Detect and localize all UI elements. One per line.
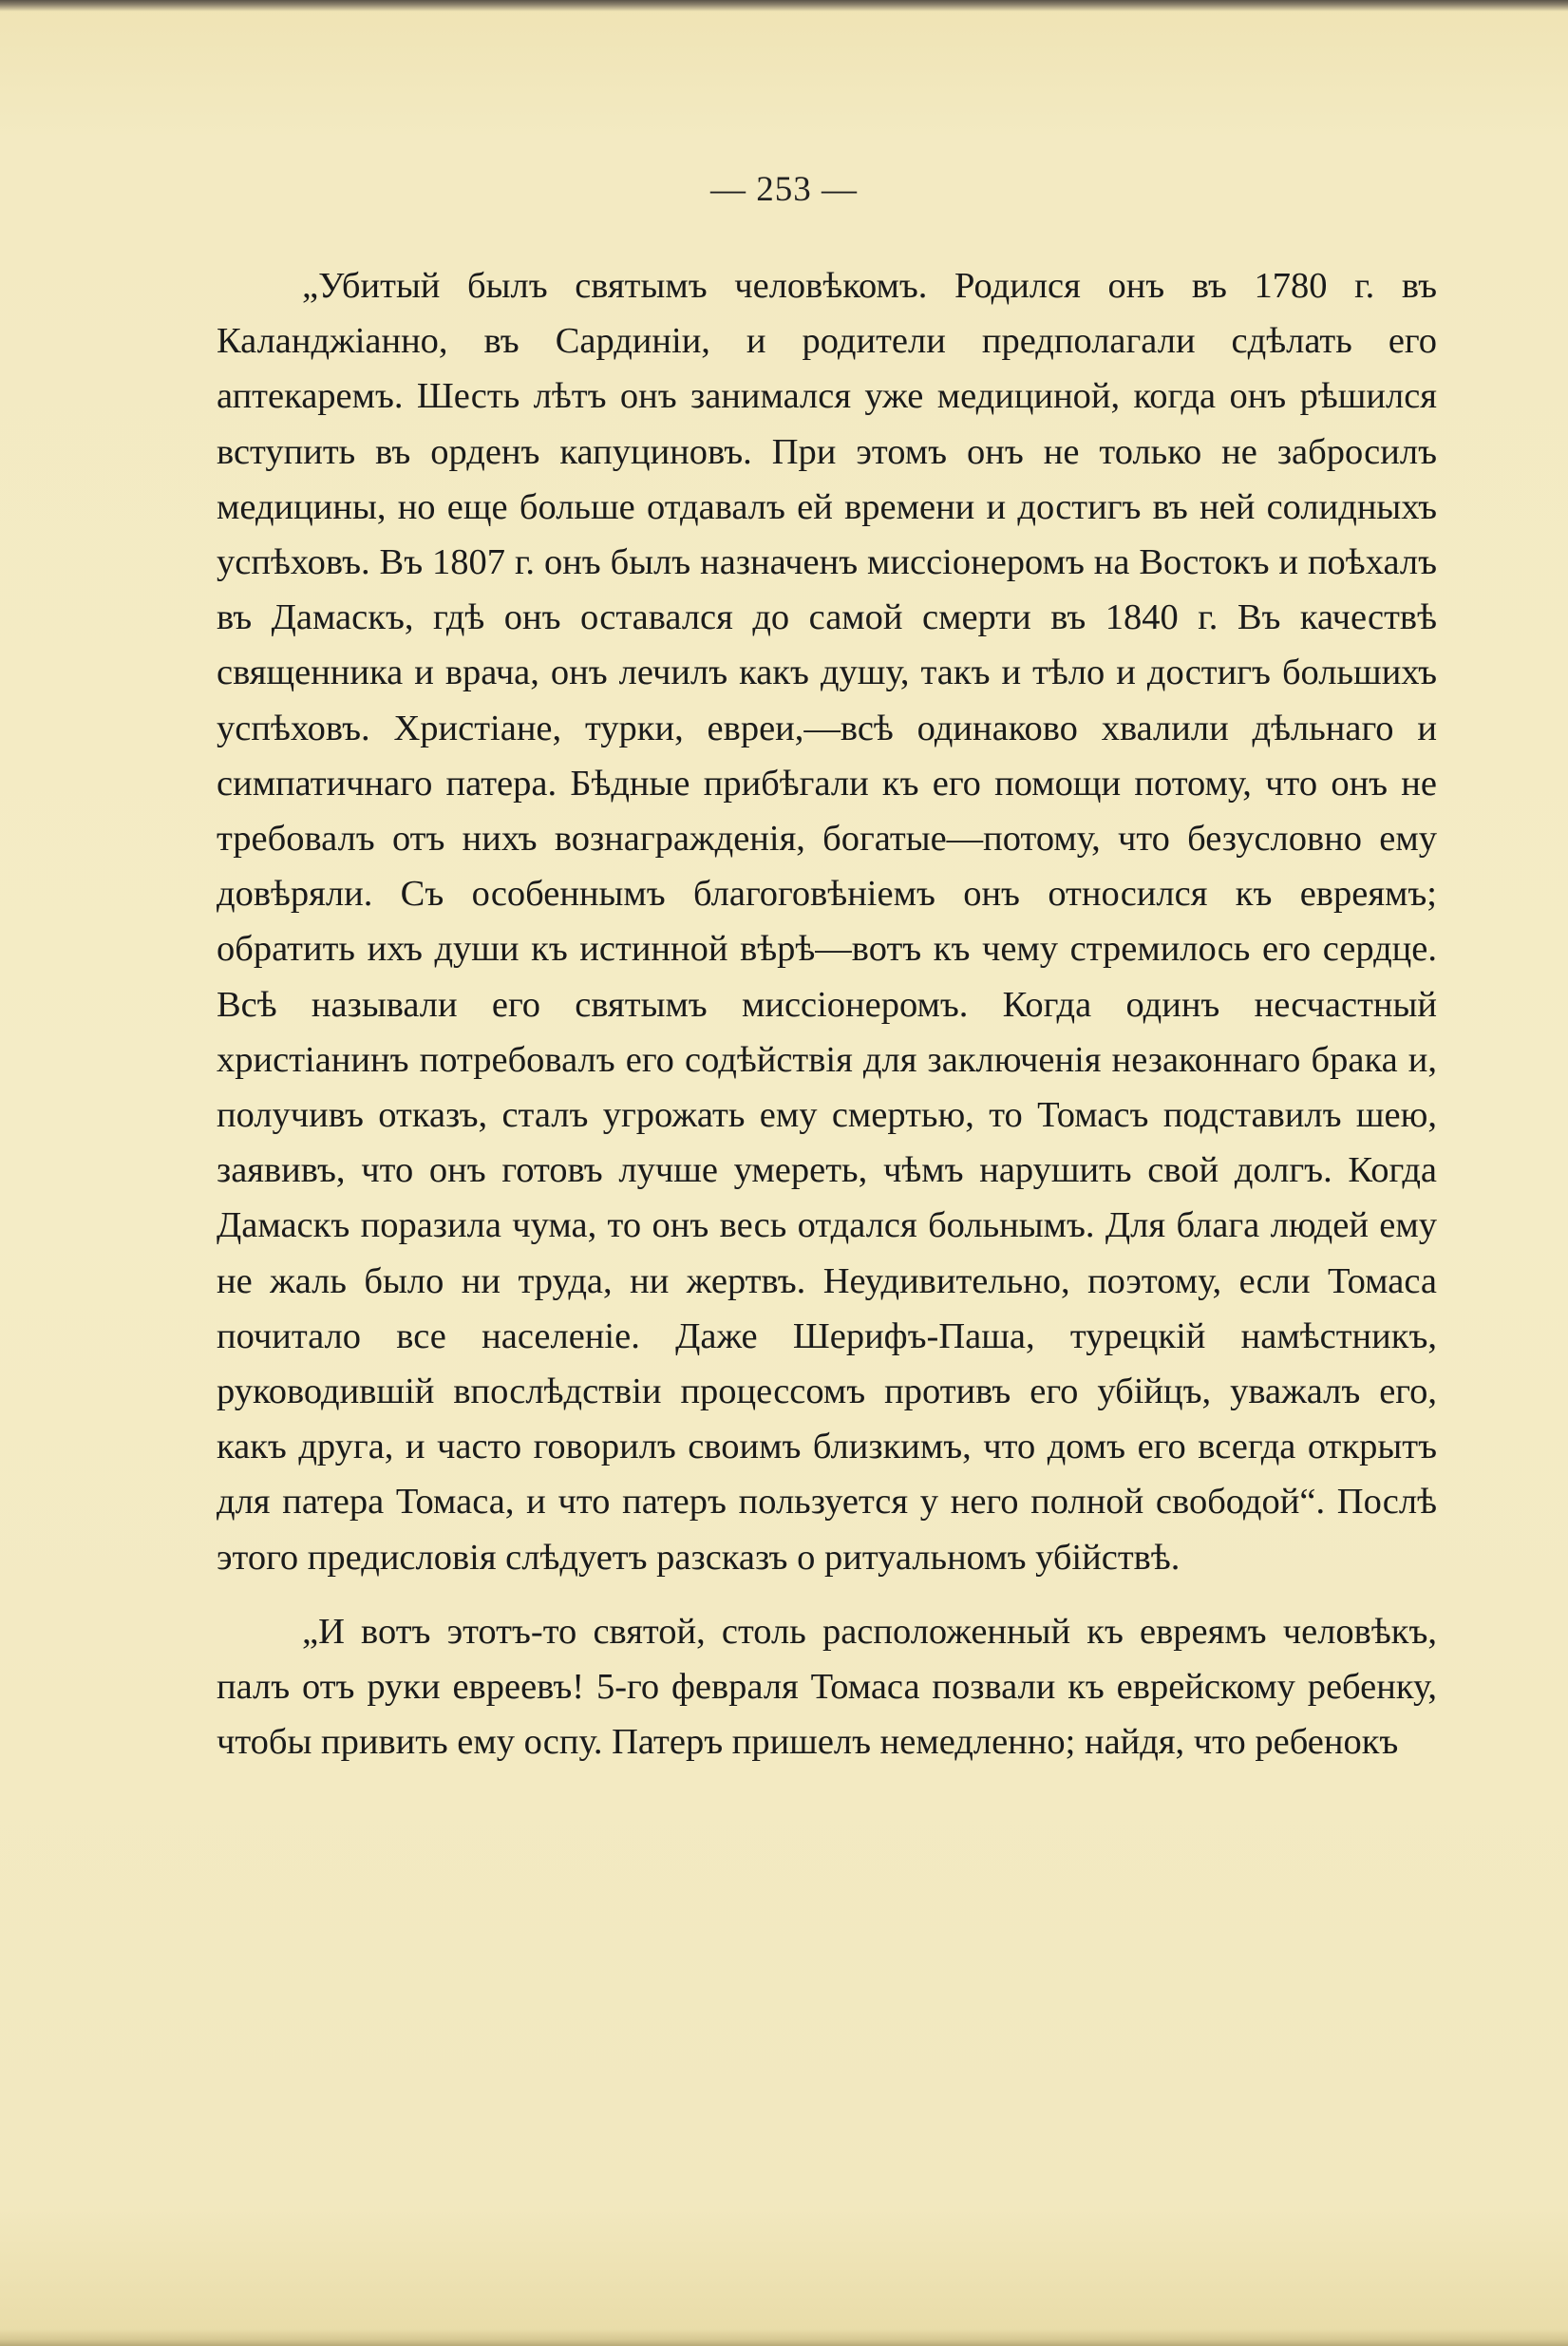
bottom-edge (0, 2329, 1568, 2346)
page-number: — 253 — (710, 170, 858, 209)
top-shadow (0, 0, 1568, 11)
body-text (217, 258, 1437, 1769)
paragraph-1: „Убитый былъ святымъ человѣкомъ. Родился онъ въ 1780 г. въ Каланджіанно, въ Сардиніи, и родители предполагали сдѣлать его аптекаремъ. Шесть лѣтъ онъ занимался уже медициной, когда онъ рѣшился вступить въ орденъ капуциновъ. При этомъ онъ не только не забросилъ медицины, но еще больше отдавалъ ей времени и достигъ въ ней солидныхъ успѣховъ. Въ 1807 г. онъ былъ назначенъ миссіонеромъ на Востокъ и поѣхалъ въ Дамаскъ, гдѣ онъ оставался до самой смерти въ 1840 г. Въ качествѣ священника и врача, онъ лечилъ какъ душу, такъ и тѣло и достигъ большихъ успѣховъ. Христіане, турки, евреи,—всѣ одинаково хвалили дѣльнаго и симпатичнаго патера. Бѣдные прибѣгали къ его помощи потому, что онъ не требовалъ отъ нихъ вознагражденія, богатые—потому, что безусловно ему довѣряли. Съ особеннымъ благоговѣніемъ онъ относился къ евреямъ; обратить ихъ души къ истинной вѣрѣ—вотъ къ чему стремилось его сердце. Всѣ называли его святымъ миссіонеромъ. Когда одинъ несчастный христіанинъ потребовалъ его содѣйствія для заключенія незаконнаго брака и, получивъ отказъ, сталъ угрожать ему смертью, то Томасъ подставилъ шею, заявивъ, что онъ готовъ лучше умереть, чѣмъ нарушить свой долгъ. Когда Дамаскъ поразила чума, то онъ весь отдался больнымъ. Для блага людей ему не жаль было ни труда, ни жертвъ. Неудивительно, поэтому, если Томаса почитало все населеніе. Даже Шерифъ-Паша, турецкій намѣстникъ, руководившій впослѣдствіи процессомъ противъ его убійцъ, уважалъ его, какъ друга, и часто говорилъ своимъ близкимъ, что домъ его всегда открытъ для патера Томаса, и что патеръ пользуется у него полной свободой“. Послѣ этого предисловія слѣдуетъ разсказъ о ритуальномъ убійствѣ. (217, 266, 1437, 1578)
paragraph-2: „И вотъ этотъ-то святой, столь расположенный къ евреямъ человѣкъ, палъ отъ руки евреевъ! 5-го февраля Томаса позвали къ еврейскому ребенку, чтобы привить ему оспу. Патеръ пришелъ немедленно; найдя, что ребенокъ (217, 1611, 1437, 1763)
